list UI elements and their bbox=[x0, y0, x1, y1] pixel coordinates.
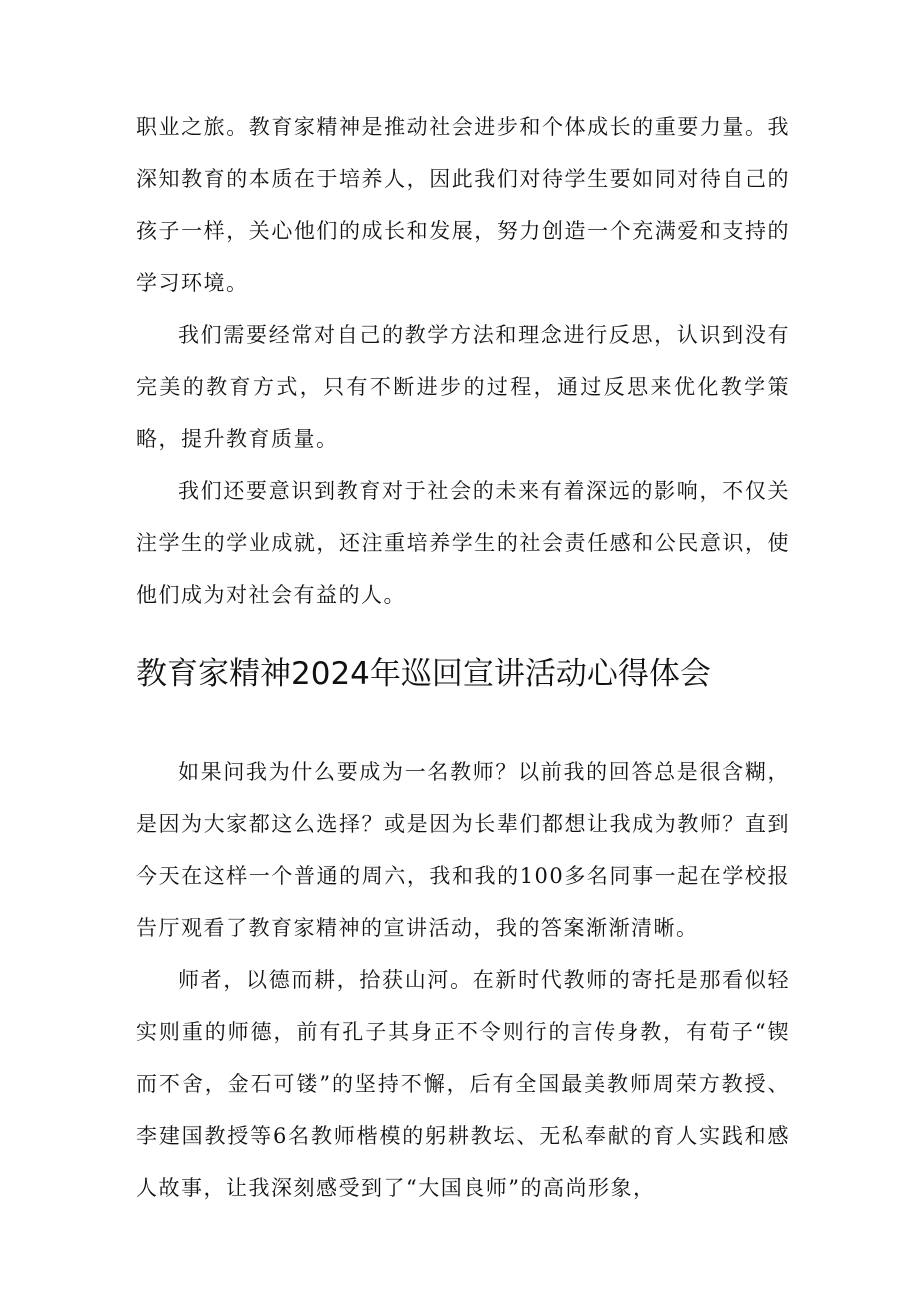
paragraph-continued: 职业之旅。教育家精神是推动社会进步和个体成长的重要力量。我深知教育的本质在于培养人，因此我们对待学生要如同对待自己的孩子一样，关心他们的成长和发展，努力创造一个充满爱和支持的学习环境。 bbox=[136, 115, 790, 295]
paragraph-why-teacher: 如果问我为什么要成为一名教师？以前我的回答总是很含糊，是因为大家都这么选择？或是因为长辈们都想让我成为教师？直到今天在这样一个普通的周六，我和我的100多名同事一起在学校报告厅观看了教育家精神的宣讲活动，我的答案渐渐清晰。 bbox=[136, 760, 790, 940]
article-title: 教育家精神2024年巡回宣讲活动心得体会 bbox=[136, 656, 711, 692]
paragraph-teacher-ethics: 师者，以德而耕，拾获山河。在新时代教师的寄托是那看似轻实则重的师德，前有孔子其身正不令则行的言传身教，有荀子“锲而不舍，金石可镂”的坚持不懈，后有全国最美教师周荣方教授、李建国教授等6名教师楷模的躬耕教坛、无私奉献的育人实践和感人故事，让我深刻感受到了“大国良师”的高尚形象， bbox=[136, 968, 790, 1200]
paragraph-social-impact: 我们还要意识到教育对于社会的未来有着深远的影响，不仅关注学生的学业成就，还注重培养学生的社会责任感和公民意识，使他们成为对社会有益的人。 bbox=[136, 479, 790, 607]
paragraph-reflection: 我们需要经常对自己的教学方法和理念进行反思，认识到没有完美的教育方式，只有不断进步的过程，通过反思来优化教学策略，提升教育质量。 bbox=[136, 323, 790, 451]
